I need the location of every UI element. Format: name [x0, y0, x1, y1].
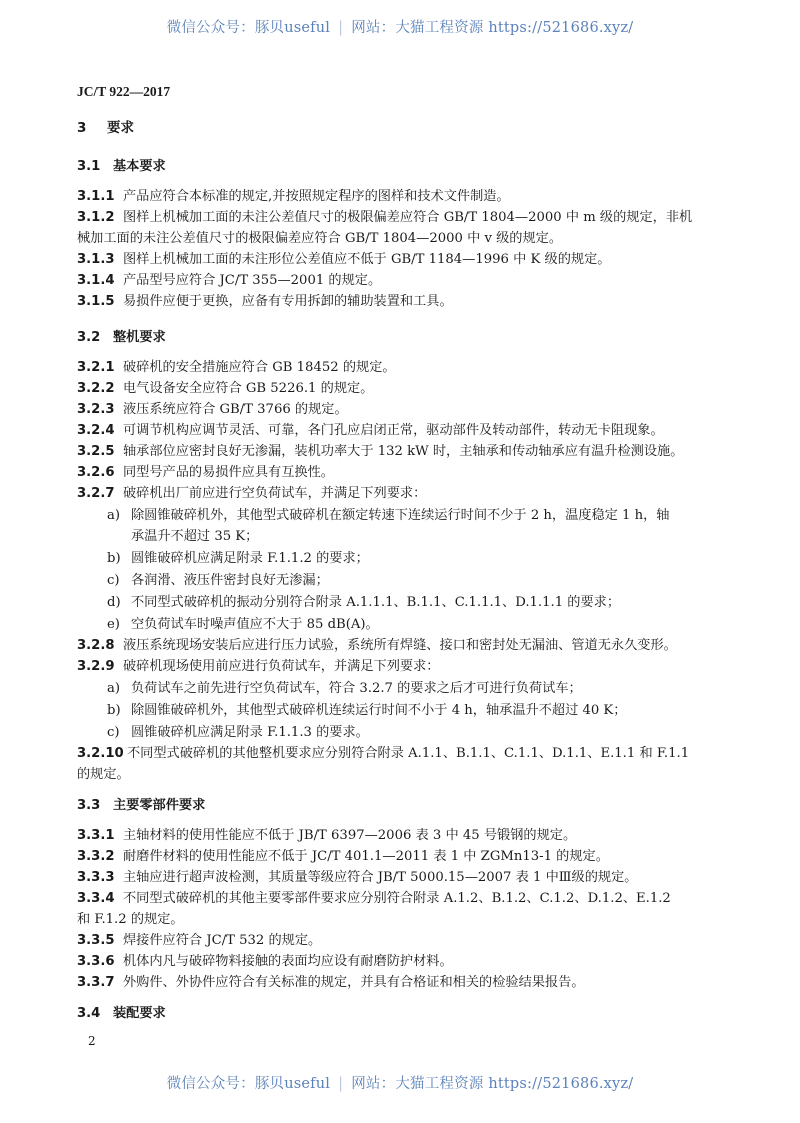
- list-item-text: 圆锥破碎机应满足附录 F.1.1.3 的要求。: [131, 725, 369, 740]
- list-item-text: 除圆锥破碎机外，其他型式破碎机连续运行时间不小于 4 h，轴承温升不超过 40 K；: [131, 703, 627, 718]
- clause-text: 耐磨件材料的使用性能应不低于 JC/T 401.1—2011 表 1 中 ZGMn13-1 的规定。: [123, 849, 609, 864]
- clause-3-3-2: [77, 848, 609, 866]
- watermark-top: [0, 16, 800, 37]
- clause-3-3-1: [77, 827, 576, 845]
- list-item-text: 各润滑、液压件密封良好无渗漏；: [131, 573, 329, 588]
- list-marker: b): [107, 703, 121, 718]
- list-item-c: [77, 724, 369, 742]
- clause-3-2-4: [77, 422, 664, 440]
- clause-number: 3.2.3: [77, 402, 115, 417]
- subsection-heading-3-4: [77, 1005, 166, 1023]
- clause-number: 3.2.9: [77, 659, 115, 674]
- clause-number: 3.3.7: [77, 975, 115, 990]
- clause-number: 3.3.5: [77, 933, 115, 948]
- clause-number: 3.3.6: [77, 954, 115, 969]
- clause-3-2-10-continuation: 的规定。: [77, 767, 130, 782]
- clause-number: 3.3.3: [77, 870, 115, 885]
- watermark-bottom: [0, 1072, 800, 1093]
- clause-number: 3.1.5: [77, 294, 115, 309]
- clause-text: 破碎机出厂前应进行空负荷试车，并满足下列要求：: [123, 486, 427, 501]
- clause-3-3-4: [77, 890, 671, 908]
- clause-3-3-5: [77, 932, 321, 950]
- clause-3-3-6: [77, 953, 453, 971]
- clause-number: 3.1.4: [77, 273, 115, 288]
- list-item-text: 圆锥破碎机应满足附录 F.1.1.2 的要求；: [131, 551, 369, 566]
- clause-3-2-2: [77, 380, 373, 398]
- clause-number: 3.2.8: [77, 638, 115, 653]
- clause-text: 主轴应进行超声波检测，其质量等级应符合 JB/T 5000.15—2007 表 1 中Ⅲ级的规定。: [123, 870, 638, 885]
- clause-text: 破碎机现场使用前应进行负荷试车，并满足下列要求：: [123, 659, 440, 674]
- watermark-separator: |: [338, 1076, 344, 1092]
- clause-text: 焊接件应符合 JC/T 532 的规定。: [123, 933, 322, 948]
- clause-number: 3.2.2: [77, 381, 115, 396]
- watermark-website-text: 网站：大猫工程资源 https://521686.xyz/: [351, 20, 634, 36]
- clause-text: 外购件、外协件应符合有关标准的规定，并具有合格证和相关的检验结果报告。: [123, 975, 585, 990]
- list-item-a-continuation: 承温升不超过 35 K；: [131, 529, 259, 544]
- clause-text: 易损件应便于更换，应备有专用拆卸的辅助装置和工具。: [123, 294, 453, 309]
- clause-text: 轴承部位应密封良好无渗漏，装机功率大于 132 kW 时，主轴承和传动轴承应有温升检测设施。: [123, 444, 684, 459]
- clause-3-1-2-continuation: 械加工面的未注公差值尺寸的极限偏差应符合 GB/T 1804—2000 中 v 级的规定。: [77, 231, 563, 246]
- clause-3-3-7: [77, 974, 585, 992]
- clause-text: 主轴材料的使用性能应不低于 JB/T 6397—2006 表 3 中 45 号锻钢的规定。: [123, 828, 577, 843]
- subsection-title: 主要零部件要求: [113, 798, 206, 813]
- clause-3-2-8: [77, 637, 677, 655]
- clause-number: 3.3.1: [77, 828, 115, 843]
- clause-text: 机体内凡与破碎物料接触的表面均应设有耐磨防护材料。: [123, 954, 453, 969]
- list-item-b: [77, 702, 626, 720]
- list-marker: d): [107, 595, 121, 610]
- clause-3-1-2: [77, 209, 692, 227]
- clause-number: 3.2.1: [77, 360, 115, 375]
- section-number: 3: [77, 120, 87, 136]
- clause-number: 3.3.2: [77, 849, 115, 864]
- clause-text: 可调节机构应调节灵活、可靠，各门孔应启闭正常，驱动部件及转动部件，转动无卡阻现象。: [123, 423, 664, 438]
- clause-3-2-5: [77, 443, 683, 461]
- subsection-title: 整机要求: [113, 330, 166, 345]
- watermark-website-text: 网站：大猫工程资源 https://521686.xyz/: [351, 1076, 634, 1092]
- clause-3-3-4-continuation: 和 F.1.2 的规定。: [77, 912, 184, 927]
- list-item-d: [77, 594, 620, 612]
- clause-3-2-3: [77, 401, 348, 419]
- list-marker: c): [107, 573, 120, 588]
- watermark-wechat-text: 微信公众号：豚贝useful: [166, 20, 331, 36]
- clause-3-1-5: [77, 293, 453, 311]
- page-number: 2: [88, 1034, 96, 1048]
- clause-text: 产品型号应符合 JC/T 355—2001 的规定。: [123, 273, 382, 288]
- clause-3-2-1: [77, 359, 396, 377]
- clause-text: 液压系统现场安装后应进行压力试验，系统所有焊缝、接口和密封处无漏油、管道无永久变形。: [123, 638, 677, 653]
- list-marker: c): [107, 725, 120, 740]
- subsection-title: 装配要求: [113, 1006, 166, 1021]
- subsection-number: 3.3: [77, 798, 101, 813]
- clause-3-1-4: [77, 272, 381, 290]
- document-code: JC/T 922—2017: [77, 84, 171, 99]
- section-title: 要求: [107, 120, 134, 136]
- clause-text: 图样上机械加工面的未注公差值尺寸的极限偏差应符合 GB/T 1804—2000 中 m 级的规定，非机: [123, 210, 693, 225]
- subsection-number: 3.2: [77, 330, 101, 345]
- clause-text: 同型号产品的易损件应具有互换性。: [123, 465, 334, 480]
- list-item-c: [77, 572, 329, 590]
- clause-3-1-3: [77, 251, 610, 269]
- clause-text: 电气设备安全应符合 GB 5226.1 的规定。: [123, 381, 374, 396]
- list-item-text: 除圆锥破碎机外，其他型式破碎机在额定转速下连续运行时间不少于 2 h，温度稳定 1 h，轴: [131, 508, 670, 523]
- clause-number: 3.2.6: [77, 465, 115, 480]
- clause-3-2-6: [77, 464, 334, 482]
- clause-number: 3.1.1: [77, 189, 115, 204]
- clause-3-2-9: [77, 658, 440, 676]
- clause-number: 3.1.2: [77, 210, 115, 225]
- subsection-title: 基本要求: [113, 159, 166, 174]
- section-heading: [77, 119, 134, 137]
- list-item-e: [77, 616, 379, 634]
- watermark-wechat-text: 微信公众号：豚贝useful: [166, 1076, 331, 1092]
- subsection-heading-3-2: [77, 329, 166, 347]
- clause-text: 不同型式破碎机的其他整机要求应分别符合附录 A.1.1、B.1.1、C.1.1、D.1.1、E.1.1 和 F.1.1: [127, 746, 690, 761]
- list-item-b: [77, 550, 369, 568]
- clause-3-2-10: [77, 745, 689, 763]
- list-marker: a): [107, 508, 121, 523]
- clause-number: 3.2.5: [77, 444, 115, 459]
- list-marker: a): [107, 681, 121, 696]
- clause-3-1-1: [77, 188, 510, 206]
- clause-3-3-3: [77, 869, 637, 887]
- clause-text: 图样上机械加工面的未注形位公差值应不低于 GB/T 1184—1996 中 K 级的规定。: [123, 252, 611, 267]
- list-item-text: 空负荷试车时噪声值应不大于 85 dB(A)。: [131, 617, 379, 632]
- clause-text: 不同型式破碎机的其他主要零部件要求应分别符合附录 A.1.2、B.1.2、C.1.2、D.1.2、E.1.2: [123, 891, 671, 906]
- clause-number: 3.1.3: [77, 252, 115, 267]
- clause-number: 3.2.10: [77, 746, 124, 761]
- clause-3-2-7: [77, 485, 426, 503]
- list-item-text: 负荷试车之前先进行空负荷试车，符合 3.2.7 的要求之后才可进行负荷试车；: [131, 681, 582, 696]
- subsection-number: 3.4: [77, 1006, 101, 1021]
- watermark-separator: |: [338, 20, 344, 36]
- clause-number: 3.2.7: [77, 486, 115, 501]
- clause-text: 液压系统应符合 GB/T 3766 的规定。: [123, 402, 348, 417]
- list-item-text: 不同型式破碎机的振动分别符合附录 A.1.1.1、B.1.1、C.1.1.1、D.1.1.1 的要求；: [131, 595, 621, 610]
- list-item-a: [77, 680, 582, 698]
- clause-number: 3.3.4: [77, 891, 115, 906]
- clause-text: 产品应符合本标准的规定,并按照规定程序的图样和技术文件制造。: [123, 189, 510, 204]
- list-marker: b): [107, 551, 121, 566]
- list-item-a: [77, 507, 669, 525]
- clause-text: 破碎机的安全措施应符合 GB 18452 的规定。: [123, 360, 396, 375]
- subsection-heading-3-3: [77, 797, 205, 815]
- list-marker: e): [107, 617, 120, 632]
- subsection-number: 3.1: [77, 159, 101, 174]
- subsection-heading-3-1: [77, 158, 166, 176]
- clause-number: 3.2.4: [77, 423, 115, 438]
